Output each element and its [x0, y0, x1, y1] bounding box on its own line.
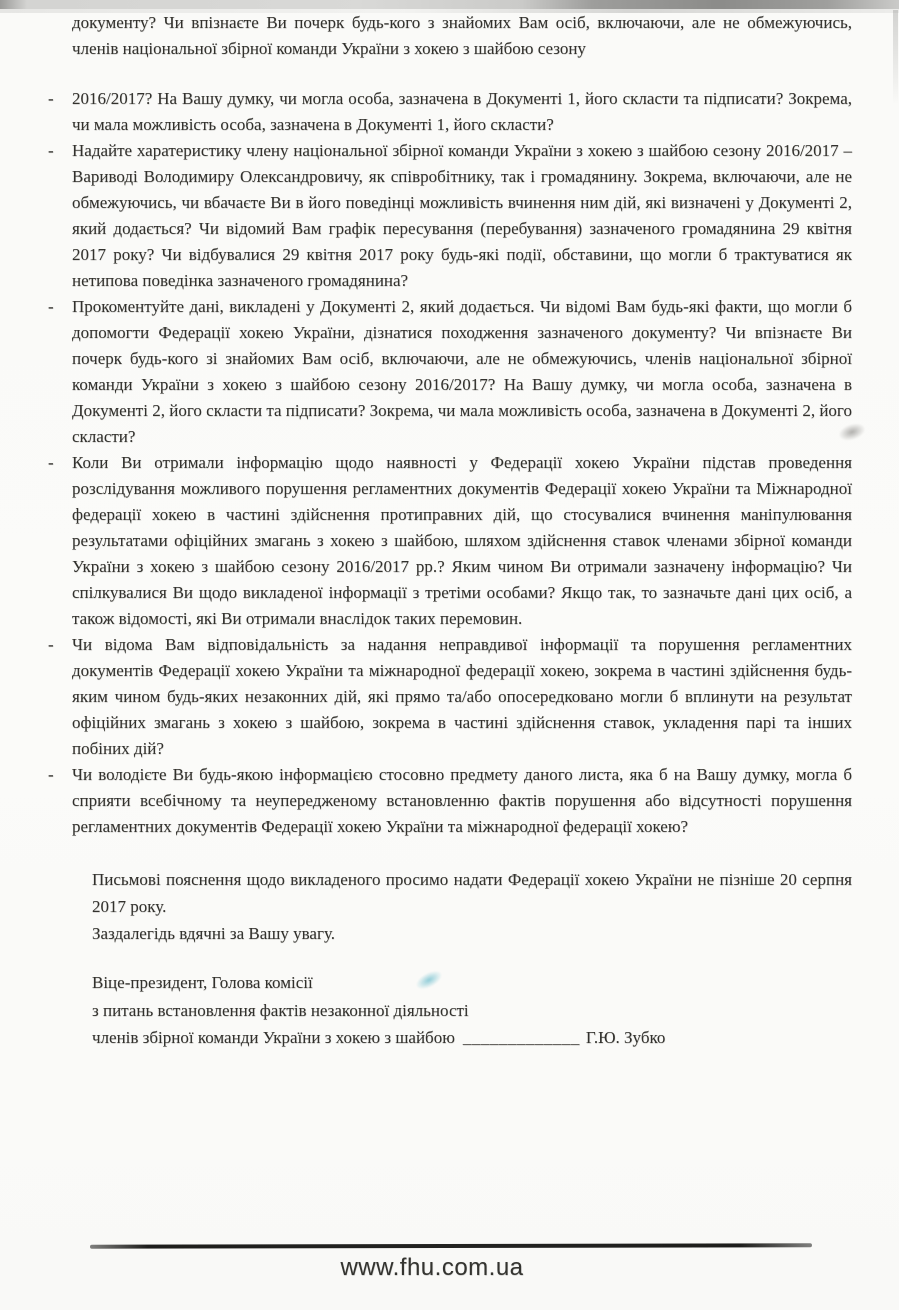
bullet-dash: - — [48, 453, 54, 472]
footer-divider — [90, 1243, 812, 1249]
website-url: www.fhu.com.ua — [340, 1254, 524, 1281]
closing-request: Письмові пояснення щодо викладеного просимо надати Федерації хокею України не пізніше 20 серпня 2017 року. — [92, 870, 852, 916]
scanner-band-artifact — [0, 0, 899, 9]
question-item-4 — [48, 450, 852, 632]
scan-edge-streak — [893, 10, 898, 105]
question-item-1 — [48, 86, 852, 138]
closing-thanks: Заздалегідь вдячні за Вашу увагу. — [92, 924, 335, 943]
signature-blank-line: _____________ — [462, 1028, 580, 1047]
bullet-dash: - — [48, 635, 54, 654]
question-text-6: Чи володієте Ви будь-якою інформацією стосовно предмету даного листа, яка б на Вашу думку, могла б сприяти всебічному та неупередженому встановленню фактів порушення або відсутності порушення регламентних документів Федерації хокею України та міжнародної федерації хокею? — [72, 765, 852, 836]
closing-block — [92, 866, 852, 947]
signatory-name: Г.Ю. Зубко — [585, 1028, 666, 1047]
bullet-dash: - — [48, 141, 54, 160]
question-item-3 — [48, 294, 852, 450]
question-text-5: Чи відома Вам відповідальність за надання неправдивої інформації та порушення регламентних документів Федерації хокею України та міжнародної федерації хокею, зокрема в частині здійснення будь-яким чином будь-яких незаконних дій, які прямо та/або опосередковано могли б вплинути на результат офіційних змагань з хокею з шайбою, зокрема в частині здійснення ставок, укладення парі та інших побіних дій? — [72, 635, 852, 758]
signature-line — [92, 1024, 852, 1052]
question-text-1: 2016/2017? На Вашу думку, чи могла особа, зазначена в Документі 1, його скласти та підписати? Зокрема, чи мала можливість особа, зазначена в Документі 1, його скласти? — [72, 89, 852, 134]
question-text-3: Прокоментуйте дані, викладені у Документі 2, який додається. Чи відомі Вам будь-які факти, що могли б допомогти Федерації хокею України, дізнатися походження зазначеного документу? Чи впізнаєте Ви почерк будь-кого зі знайомих Вам осіб, включаючи, але не обмежуючись, членів національної збірної команди України з хокею з шайбою сезону 2016/2017? На Вашу думку, чи могла особа, зазначена в Документі 2, його скласти та підписати? Зокрема, чи мала можливість особа, зазначена в Документі 2, його скласти? — [72, 297, 852, 446]
signatory-title-line-1: Віце-президент, Голова комісії — [92, 973, 313, 992]
paragraph-continuation: документу? Чи впізнаєте Ви почерк будь-кого з знайомих Вам осіб, включаючи, але не обмежуючись, членів національної збірної команди України з хокею з шайбою сезону — [72, 13, 852, 58]
signatory-title-line-2: з питань встановлення фактів незаконної діяльності — [92, 1000, 469, 1020]
question-item-5 — [48, 632, 852, 762]
bullet-dash: - — [48, 765, 54, 784]
letter-body — [48, 10, 852, 1052]
question-item-2 — [48, 138, 852, 294]
signatory-title-line-3: членів збірної команди України з хокею з шайбою — [92, 1028, 455, 1047]
question-text-2: Надайте харатеристику члену національної збірної команди України з хокею з шайбою сезону 2016/2017 – Вариводі Володимиру Олександровичу, як співробітнику, так і громадянину. Зокрема, включаючи, але не обмежуючись, чи вбачаєте Ви в його поведінці можливість вчинення ним дій, які визначені у Документі 2, який додається? Чи відомий Вам графік пересування (перебування) зазначеного громадянина 29 квітня 2017 року? Чи відбувалися 29 квітня 2017 року будь-які події, обставини, що могли б трактуватися як нетипова поведінка зазначеного громадянина? — [72, 141, 852, 290]
question-text-4: Коли Ви отримали інформацію щодо наявності у Федерації хокею України підстав проведення розслідування можливого порушення регламентних документів Федерації хокею України та Міжнародної федерації хокею в частині здійснення протиправних дій, що стосувалися вчинення маніпулювання результатами офіційних змагань з хокею з шайбою, шляхом здійснення ставок членами збірної команди України з хокею з шайбою сезону 2016/2017 рр.? Яким чином Ви отримали зазначену інформацію? Чи спілкувалися Ви щодо викладеної інформації з третіми особами? Якщо так, то зазначьте дані цих осіб, а також відомості, які Ви отримали внаслідок таких перемовин. — [72, 453, 852, 628]
signature-block — [92, 969, 852, 1052]
question-list — [48, 86, 852, 840]
question-item-6 — [48, 762, 852, 840]
bullet-dash: - — [48, 89, 54, 108]
bullet-dash: - — [48, 297, 54, 316]
